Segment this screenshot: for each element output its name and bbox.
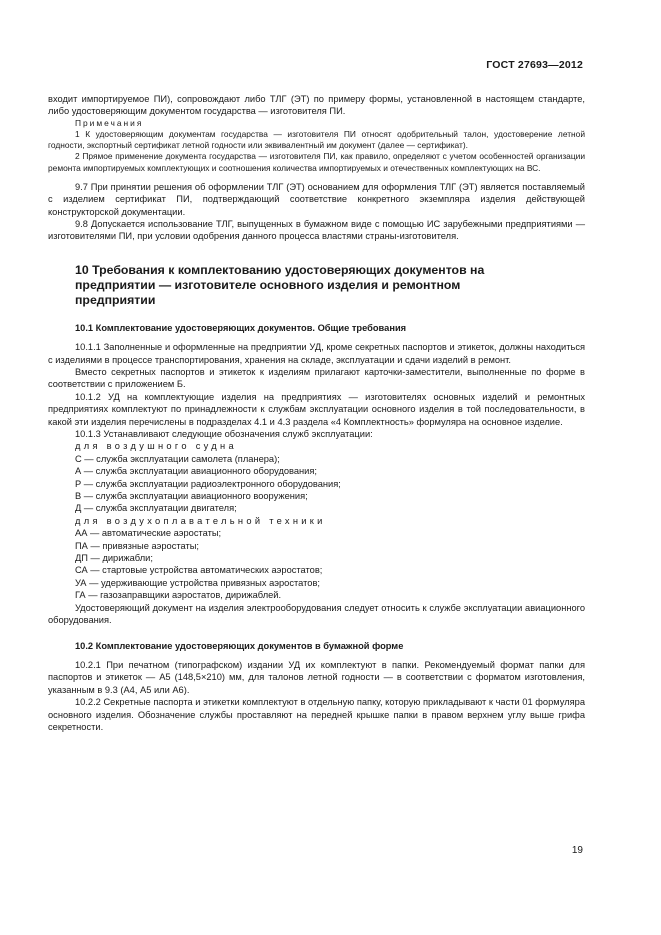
standard-header: ГОСТ 27693—2012 bbox=[486, 59, 583, 71]
paragraph-10-1-1: 10.1.1 Заполненные и оформленные на предприятии УД, кроме секретных паспортов и этикеток, должны находиться с изделиями в процессе транспортирования, хранения на складе, эксплуатации и сдачи изделий в ремонт. bbox=[48, 342, 585, 365]
notes-block bbox=[48, 118, 585, 174]
list-item: Д — служба эксплуатации двигателя; bbox=[75, 503, 237, 514]
note-2: 2 Прямое применение документа государства — изготовителя ПИ, как правило, определяют с учетом особенностей организации ремонта импортируемых комплектующих и соотношения количества импортируемых и отечественных комплектующих на ВС. bbox=[48, 151, 585, 173]
paragraph-10-1-3: 10.1.3 Устанавливают следующие обозначения служб эксплуатации: bbox=[75, 429, 373, 439]
list-item: УА — удерживающие устройства привязных аэростатов; bbox=[75, 577, 320, 588]
list-item: СА — стартовые устройства автоматических аэростатов; bbox=[75, 565, 323, 576]
paragraph-substitute-cards: Вместо секретных паспортов и этикеток к изделиям прилагают карточки-заместители, выполненные по форме в соответствии с приложением Б. bbox=[48, 366, 585, 390]
list-item: АА — автоматические аэростаты; bbox=[75, 528, 222, 539]
aeronautics-heading: для воздухоплавательной техники bbox=[75, 515, 326, 526]
note-1: 1 К удостоверяющим документам государства — изготовителя ПИ относят одобрительный талон, удостоверение летной годности, экспортный сертификат летной годности или эквивалентный им документ (далее — сертификат). bbox=[48, 129, 585, 151]
subsection-10-1-title: 10.1 Комплектование удостоверяющих документов. Общие требования bbox=[75, 322, 407, 333]
continuation-paragraph: входит импортируемое ПИ), сопровождают либо ТЛГ (ЭТ) по примеру формы, установленной в настоящем стандарте, либо удостоверяющим документом государства — изготовителя ПИ. bbox=[48, 94, 585, 117]
paragraph-electrical: Удостоверяющий документ на изделия электрооборудования следует относить к службе эксплуатации авиационного оборудования. bbox=[48, 602, 585, 626]
list-item: ДП — дирижабли; bbox=[75, 553, 153, 564]
document-body bbox=[48, 93, 585, 733]
paragraph-9-8: 9.8 Допускается использование ТЛГ, выпущенных в бумажном виде с помощью ИС зарубежными предприятиями — изготовителями ПИ, при условии одобрения данного процесса властями страны-изготовителя. bbox=[48, 219, 585, 242]
list-item: ГА — газозаправщики аэростатов, дирижаблей. bbox=[75, 590, 282, 601]
paragraph-10-2-1: 10.2.1 При печатном (типографском) издании УД их комплектуют в папки. Рекомендуемый формат папки для паспортов и этикеток — А5 (148,5×210) мм, для талонов летной годности — в соответствии с форматом изготовления, указанным в 9.3 (А4, А5 или А6). bbox=[48, 659, 585, 695]
page-number: 19 bbox=[571, 845, 583, 856]
paragraph-10-2-2: 10.2.2 Секретные паспорта и этикетки комплектуют в отдельную папку, которую прикладывают к части 01 формуляра основного изделия. Обозначение службы проставляют на передней крышке папки в правом верхнем углу выше грифа секретности. bbox=[48, 697, 585, 732]
aircraft-heading: для воздушного судна bbox=[75, 441, 237, 452]
list-item: А — служба эксплуатации авиационного оборудования; bbox=[75, 466, 317, 477]
list-item: С — служба эксплуатации самолета (планера); bbox=[75, 453, 280, 464]
paragraph-10-1-2: 10.1.2 УД на комплектующие изделия на предприятиях — изготовителях основных изделий и ремонтных предприятиях комплектуют по принадлежности к службам эксплуатации основного изделия в той последовательности, в какой эти изделия перечислены в подразделах 4.1 и 4.3 раздела «4 Комплектность» формуляра на основное изделие. bbox=[48, 391, 585, 427]
subsection-10-2-title: 10.2 Комплектование удостоверяющих документов в бумажной форме bbox=[75, 640, 404, 651]
list-item: В — служба эксплуатации авиационного вооружения; bbox=[75, 491, 308, 502]
list-item: Р — служба эксплуатации радиоэлектронного оборудования; bbox=[75, 478, 341, 489]
section-10-title: 10 Требования к комплектованию удостоверяющих документов на предприятии — изготовителе основного изделия и ремонтном предприятии bbox=[75, 262, 485, 308]
notes-title: Примечания bbox=[75, 117, 144, 128]
list-item: ПА — привязные аэростаты; bbox=[75, 540, 199, 551]
paragraph-9-7: 9.7 При принятии решения об оформлении ТЛГ (ЭТ) основанием для оформления ТЛГ (ЭТ) является поставляемый с изделием сертификат ПИ, подтверждающий соответствие конкретного экземпляра изделия действующей конструкторской документации. bbox=[48, 181, 585, 217]
